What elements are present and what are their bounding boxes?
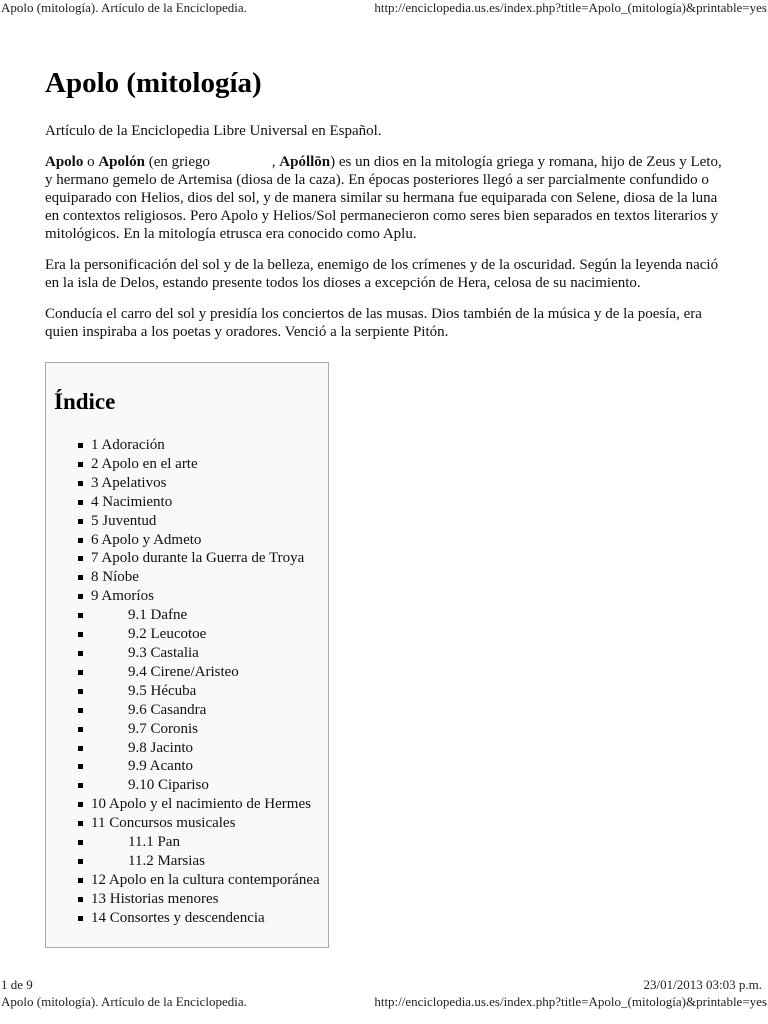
toc-item[interactable]: 1 Adoración: [91, 436, 320, 455]
toc-subitem[interactable]: 9.1 Dafne: [91, 606, 320, 625]
article-paragraph-3: Conducía el carro del sol y presidía los conciertos de las musas. Dios también de la música y de la poesía, era quien inspiraba a los poetas y oradores. Venció a la serpiente Pitón.: [45, 306, 702, 340]
text-span: (en griego: [145, 154, 214, 170]
article-intro: Artículo de la Enciclopedia Libre Universal en Español.: [45, 123, 382, 139]
toc-subitem[interactable]: 9.7 Coronis: [91, 720, 320, 739]
toc-item[interactable]: 13 Historias menores: [91, 890, 320, 909]
table-of-contents: [45, 362, 329, 948]
toc-subitem[interactable]: 11.1 Pan: [91, 833, 320, 852]
toc-item[interactable]: 9 Amoríos: [91, 587, 320, 606]
text-span: ,: [271, 154, 280, 170]
toc-subitem[interactable]: 9.5 Hécuba: [91, 682, 320, 701]
print-header-url: http://enciclopedia.us.es/index.php?title=Apolo_(mitología)&printable=yes: [374, 0, 767, 15]
toc-item[interactable]: 6 Apolo y Admeto: [91, 531, 320, 550]
print-header: [0, 1, 768, 17]
toc-item[interactable]: 7 Apolo durante la Guerra de Troya: [91, 549, 320, 568]
toc-item[interactable]: 3 Apelativos: [91, 474, 320, 493]
toc-subitem[interactable]: 9.3 Castalia: [91, 644, 320, 663]
term-apollon: Apóllōn: [279, 154, 331, 170]
term-apolo: Apolo: [45, 154, 84, 170]
toc-subitem[interactable]: 9.9 Acanto: [91, 757, 320, 776]
article-paragraph-2: Era la personificación del sol y de la belleza, enemigo de los crímenes y de la oscuridad. Según la leyenda nació en la isla de Delos, estando presente todos los dioses a excepción de Hera, celosa de su nacimiento.: [45, 257, 719, 291]
page-title: Apolo (mitología): [45, 67, 262, 99]
article-content: [45, 62, 725, 341]
toc-item[interactable]: 14 Consortes y descendencia: [91, 909, 320, 928]
toc-title: Índice: [54, 389, 116, 414]
article-paragraph-1: [45, 153, 725, 243]
toc-subitem[interactable]: 9.8 Jacinto: [91, 739, 320, 758]
toc-list: [91, 436, 320, 928]
text-span: ) es un dios en la mitología griega y romana, hijo de Zeus y Leto, y hermano gemelo de Artemisa (diosa de la caza). En épocas posteriores llegó a ser parcialmente confundido o equiparado con Helios, dios del sol, y de manera similar su hermana fue equiparada con Selene, diosa de la luna en contextos religiosos. Pero Apolo y Helios/Sol permanecieron como seres bien separados en textos literarios y mitológicos. En la mitología etrusca era conocido como Aplu.: [45, 154, 722, 242]
toc-item[interactable]: 2 Apolo en el arte: [91, 455, 320, 474]
toc-item[interactable]: 10 Apolo y el nacimiento de Hermes: [91, 795, 320, 814]
toc-item[interactable]: 8 Níobe: [91, 568, 320, 587]
toc-item[interactable]: 5 Juventud: [91, 512, 320, 531]
print-timestamp: 23/01/2013 03:03 p.m.: [643, 977, 762, 992]
toc-subitem[interactable]: 9.2 Leucotoe: [91, 625, 320, 644]
print-header-title: Apolo (mitología). Artículo de la Enciclopedia.: [1, 0, 247, 15]
text-span: o: [83, 154, 99, 170]
term-apolon: Apolón: [98, 154, 146, 170]
toc-item[interactable]: 4 Nacimiento: [91, 493, 320, 512]
toc-item[interactable]: 12 Apolo en la cultura contemporánea: [91, 871, 320, 888]
toc-subitem[interactable]: 9.10 Cipariso: [91, 776, 320, 795]
toc-subitem[interactable]: 9.6 Casandra: [91, 701, 320, 720]
print-header-url: http://enciclopedia.us.es/index.php?title=Apolo_(mitología)&printable=yes: [374, 994, 767, 1009]
toc-subitem[interactable]: 11.2 Marsias: [91, 852, 320, 871]
page-number: 1 de 9: [1, 977, 33, 992]
print-header-title: Apolo (mitología). Artículo de la Enciclopedia.: [1, 994, 247, 1009]
toc-item[interactable]: 11 Concursos musicales: [91, 814, 320, 833]
toc-subitem[interactable]: 9.4 Cirene/Aristeo: [91, 663, 320, 682]
